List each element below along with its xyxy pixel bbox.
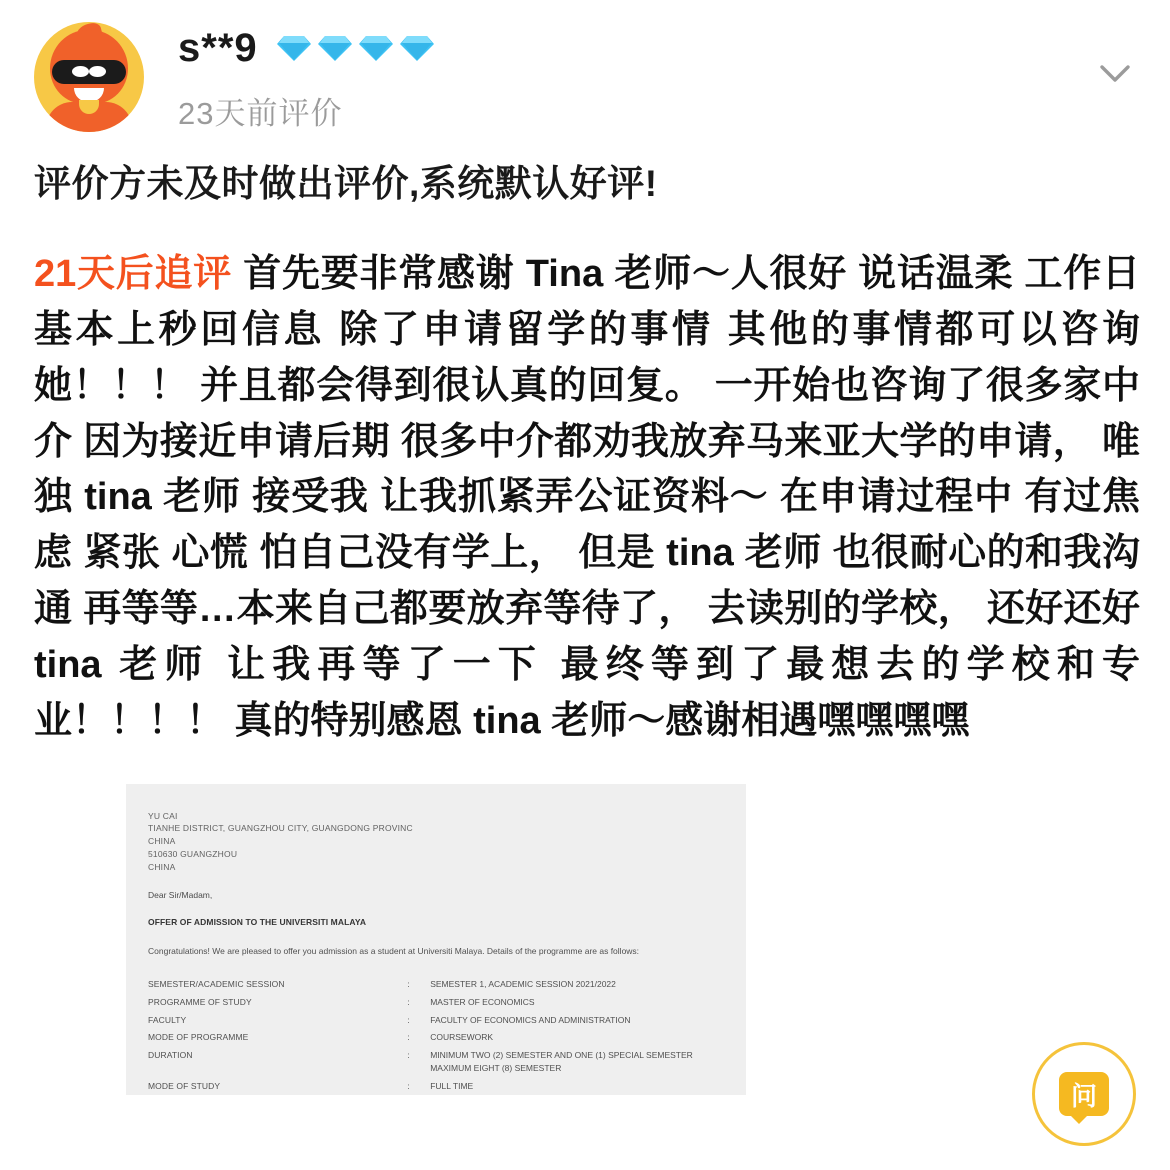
- diamond-icon: [399, 34, 435, 62]
- addressee-line: CHINA: [148, 836, 176, 847]
- avatar[interactable]: [34, 22, 144, 132]
- review-body: [0, 133, 1170, 1095]
- detail-value: COURSEWORK: [430, 1032, 494, 1043]
- diamond-rating: [276, 34, 435, 62]
- diamond-icon: [317, 34, 353, 62]
- detail-key: MODE OF STUDY: [148, 1080, 221, 1091]
- document-subject: OFFER OF ADMISSION TO THE UNIVERSITI MALAYA: [148, 917, 367, 928]
- followup-tag: 21天后追评: [34, 252, 232, 295]
- detail-value: FACULTY OF ECONOMICS AND ADMINISTRATION: [430, 1014, 631, 1025]
- offer-letter-document: [126, 784, 746, 1095]
- username: s**9: [178, 26, 258, 70]
- detail-key: SEMESTER/ACADEMIC SESSION: [148, 979, 285, 990]
- detail-value: MINIMUM TWO (2) SEMESTER AND ONE (1) SPECIAL SEMESTER MAXIMUM EIGHT (8) SEMESTER: [430, 1050, 693, 1073]
- detail-key: PROGRAMME OF STUDY: [148, 996, 252, 1007]
- table-row: [148, 976, 724, 994]
- addressee-line: CHINA: [148, 861, 176, 872]
- document-salutation: Dear Sir/Madam,: [148, 890, 213, 901]
- addressee-line: TIANHE DISTRICT, GUANGZHOU CITY, GUANGDONG PROVINC: [148, 823, 413, 834]
- chat-bubble-icon: [1059, 1072, 1109, 1116]
- ask-button-label: 问: [1070, 1080, 1097, 1111]
- detail-separator: :: [407, 1032, 410, 1043]
- username-row: [178, 28, 1088, 68]
- detail-separator: :: [407, 979, 410, 990]
- detail-key: MODE OF PROGRAMME: [148, 1032, 249, 1043]
- table-row: [148, 1029, 724, 1047]
- review-followup: [34, 247, 1140, 750]
- detail-separator: :: [407, 1014, 410, 1025]
- table-row: [148, 1077, 724, 1095]
- detail-key: FACULTY: [148, 1014, 187, 1025]
- chevron-down-icon[interactable]: [1088, 46, 1142, 100]
- review-timestamp: 23天前评价: [178, 96, 343, 131]
- attached-image[interactable]: [126, 784, 746, 1095]
- table-row: [148, 1047, 724, 1078]
- detail-value: SEMESTER 1, ACADEMIC SESSION 2021/2022: [430, 979, 616, 990]
- detail-value: MASTER OF ECONOMICS: [430, 996, 535, 1007]
- diamond-icon: [358, 34, 394, 62]
- detail-separator: :: [407, 1080, 410, 1091]
- detail-separator: :: [407, 1050, 410, 1061]
- review-header: [0, 0, 1170, 133]
- avatar-face: [50, 30, 128, 104]
- ask-float-button[interactable]: [1032, 1042, 1136, 1146]
- addressee-line: YU CAI: [148, 810, 178, 821]
- review-first-line: 评价方未及时做出评价,系统默认好评!: [34, 163, 658, 204]
- avatar-eye-left: [72, 66, 89, 77]
- addressee-line: 510630 GUANGZHOU: [148, 848, 238, 859]
- review-header-text: [144, 22, 1088, 133]
- table-row: [148, 993, 724, 1011]
- table-row: [148, 1011, 724, 1029]
- document-addressee: [148, 810, 724, 874]
- detail-separator: :: [407, 996, 410, 1007]
- document-details-table: [148, 976, 724, 1095]
- avatar-eye-right: [89, 66, 106, 77]
- followup-text: 首先要非常感谢 Tina 老师～人很好 说话温柔 工作日基本上秒回信息 除了申请留学的事情 其他的事情都可以咨询她！！！ 并且都会得到很认真的回复。 一开始也咨询了很多家中介 因为接近申请后期 很多中介都劝我放弃马来亚大学的申请， 唯独 tina 老师 接受我 让我抓紧弄公证资料～ 在申请过程中 有过焦虑 紧张 心慌 怕自己没有学上， 但是 tina 老师 也很耐心的和我沟通 再等等…本来自己都要放弃等待了， 去读别的学校， 还好还好 tina 老师 让我再等了一下 最终等到了最想去的学校和专业！！！！ 真的特别感恩 tina 老师～感谢相遇嘿嘿嘿嘿: [34, 252, 1140, 742]
- detail-key: DURATION: [148, 1050, 193, 1061]
- detail-value: FULL TIME: [430, 1080, 474, 1091]
- document-paragraph: Congratulations! We are pleased to offer you admission as a student at Universiti Malaya. Details of the programme are as follows:: [148, 945, 640, 956]
- diamond-icon: [276, 34, 312, 62]
